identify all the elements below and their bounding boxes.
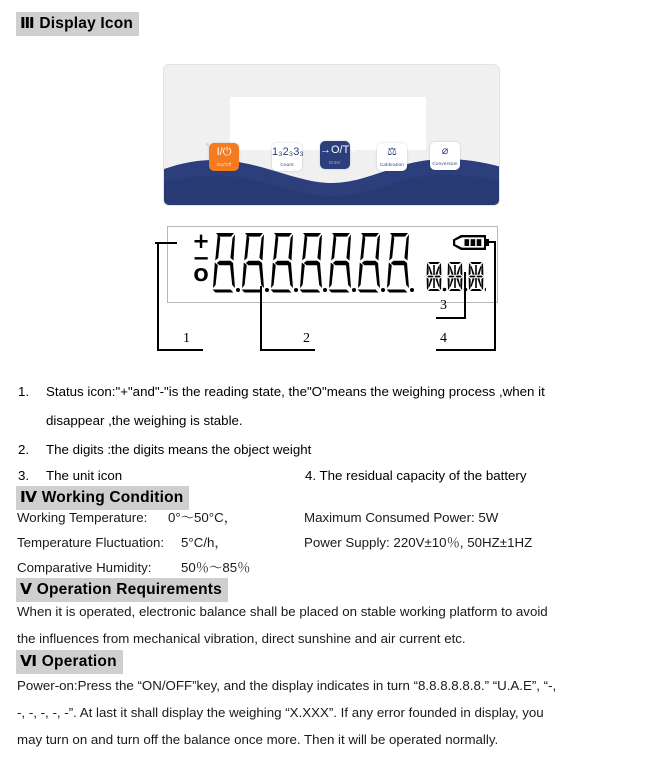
section-numeral-iv: Ⅳ	[20, 488, 38, 506]
operation-line-3: may turn on and turn off the balance once more. Then it will be operated normally.	[17, 732, 499, 747]
list-number-1: 1.	[18, 384, 30, 399]
section-title-display-icon: Display Icon	[39, 15, 134, 32]
callout-number-4: 4	[440, 331, 447, 346]
list-text-2: The digits :the digits means the object weight	[46, 442, 312, 457]
zero-tare-icon: →O/T←	[320, 144, 361, 156]
section-numeral-iii: Ⅲ	[20, 14, 35, 32]
operation-line-1: Power-on:Press the “ON/OFF”key, and the display indicates in turn “8.8.8.8.8.8.” “U.A.E”, “-,	[17, 678, 557, 693]
list-text-1-line-1: Status icon:"+"and"-"is the reading state, the"O"means the weighing process ,when it	[46, 384, 545, 399]
callout-number-2: 2	[303, 331, 310, 346]
weight-icon: ⚖	[387, 146, 397, 158]
section-title-working-condition: Working Condition	[41, 489, 184, 506]
operation-line-2: -, -, -, -, -”. At last it shall display the weighing “X.XXX”. If any error founded in display, you	[17, 705, 544, 720]
status-minus-icon: −	[192, 246, 210, 270]
section-numeral-v: Ⅴ	[20, 580, 33, 598]
key-calibration[interactable]	[377, 143, 407, 171]
operation-requirements-line-1: When it is operated, electronic balance shall be placed on stable working platform to avoid	[17, 604, 548, 619]
key-count[interactable]	[272, 143, 302, 171]
status-plus-icon: +	[192, 229, 210, 253]
temperature-fluctuation-label: Temperature Fluctuation:	[17, 535, 165, 550]
key-label-count: Count	[280, 162, 294, 167]
comparative-humidity-label: Comparative Humidity:	[17, 560, 152, 575]
power-icon: I/⏻	[216, 146, 232, 158]
working-temperature-label: Working Temperature:	[17, 510, 148, 525]
temperature-fluctuation-value: 5°C/h，	[181, 535, 228, 550]
working-temperature-value: 0°～50°C，	[168, 510, 238, 525]
section-heading-operation	[16, 650, 123, 674]
device-panel-illustration	[163, 64, 500, 206]
callout-number-1: 1	[183, 331, 190, 346]
callout-number-3: 3	[440, 298, 447, 313]
count-icon: 1₃2₃3₃	[272, 146, 304, 158]
section-heading-display-icon	[16, 12, 139, 36]
list-number-2: 2.	[18, 442, 30, 457]
list-text-4: 4. The residual capacity of the battery	[305, 468, 527, 483]
section-title-operation: Operation	[41, 653, 117, 670]
section-title-operation-requirements: Operation Requirements	[36, 581, 222, 598]
conversion-icon: ⌀	[441, 145, 449, 157]
list-text-1-line-2: disappear ,the weighing is stable.	[46, 413, 243, 428]
key-conversion[interactable]	[430, 142, 460, 170]
key-enter-zero-tare[interactable]	[320, 141, 361, 169]
list-number-3: 3.	[18, 468, 30, 483]
comparative-humidity-value: 50％～85％	[181, 560, 251, 575]
status-circle-icon: O	[193, 265, 209, 286]
power-supply: Power Supply: 220V±10％, 50HZ±1HZ	[304, 535, 533, 550]
key-label-on-off: On/Off	[216, 162, 232, 167]
key-on-off[interactable]	[209, 143, 239, 171]
section-numeral-vi: Ⅵ	[20, 652, 38, 670]
key-label-calibration: Calibration	[379, 162, 405, 167]
key-label-enter: Enter	[329, 160, 341, 165]
lcd-segment-diagram	[155, 226, 508, 370]
callout-leader-lines	[155, 226, 508, 370]
max-consumed-power: Maximum Consumed Power: 5W	[304, 510, 499, 525]
list-text-3: The unit icon	[46, 468, 123, 483]
operation-requirements-line-2: the influences from mechanical vibration, direct sunshine and air current etc.	[17, 631, 466, 646]
key-label-conversion: Conversion	[432, 161, 458, 166]
